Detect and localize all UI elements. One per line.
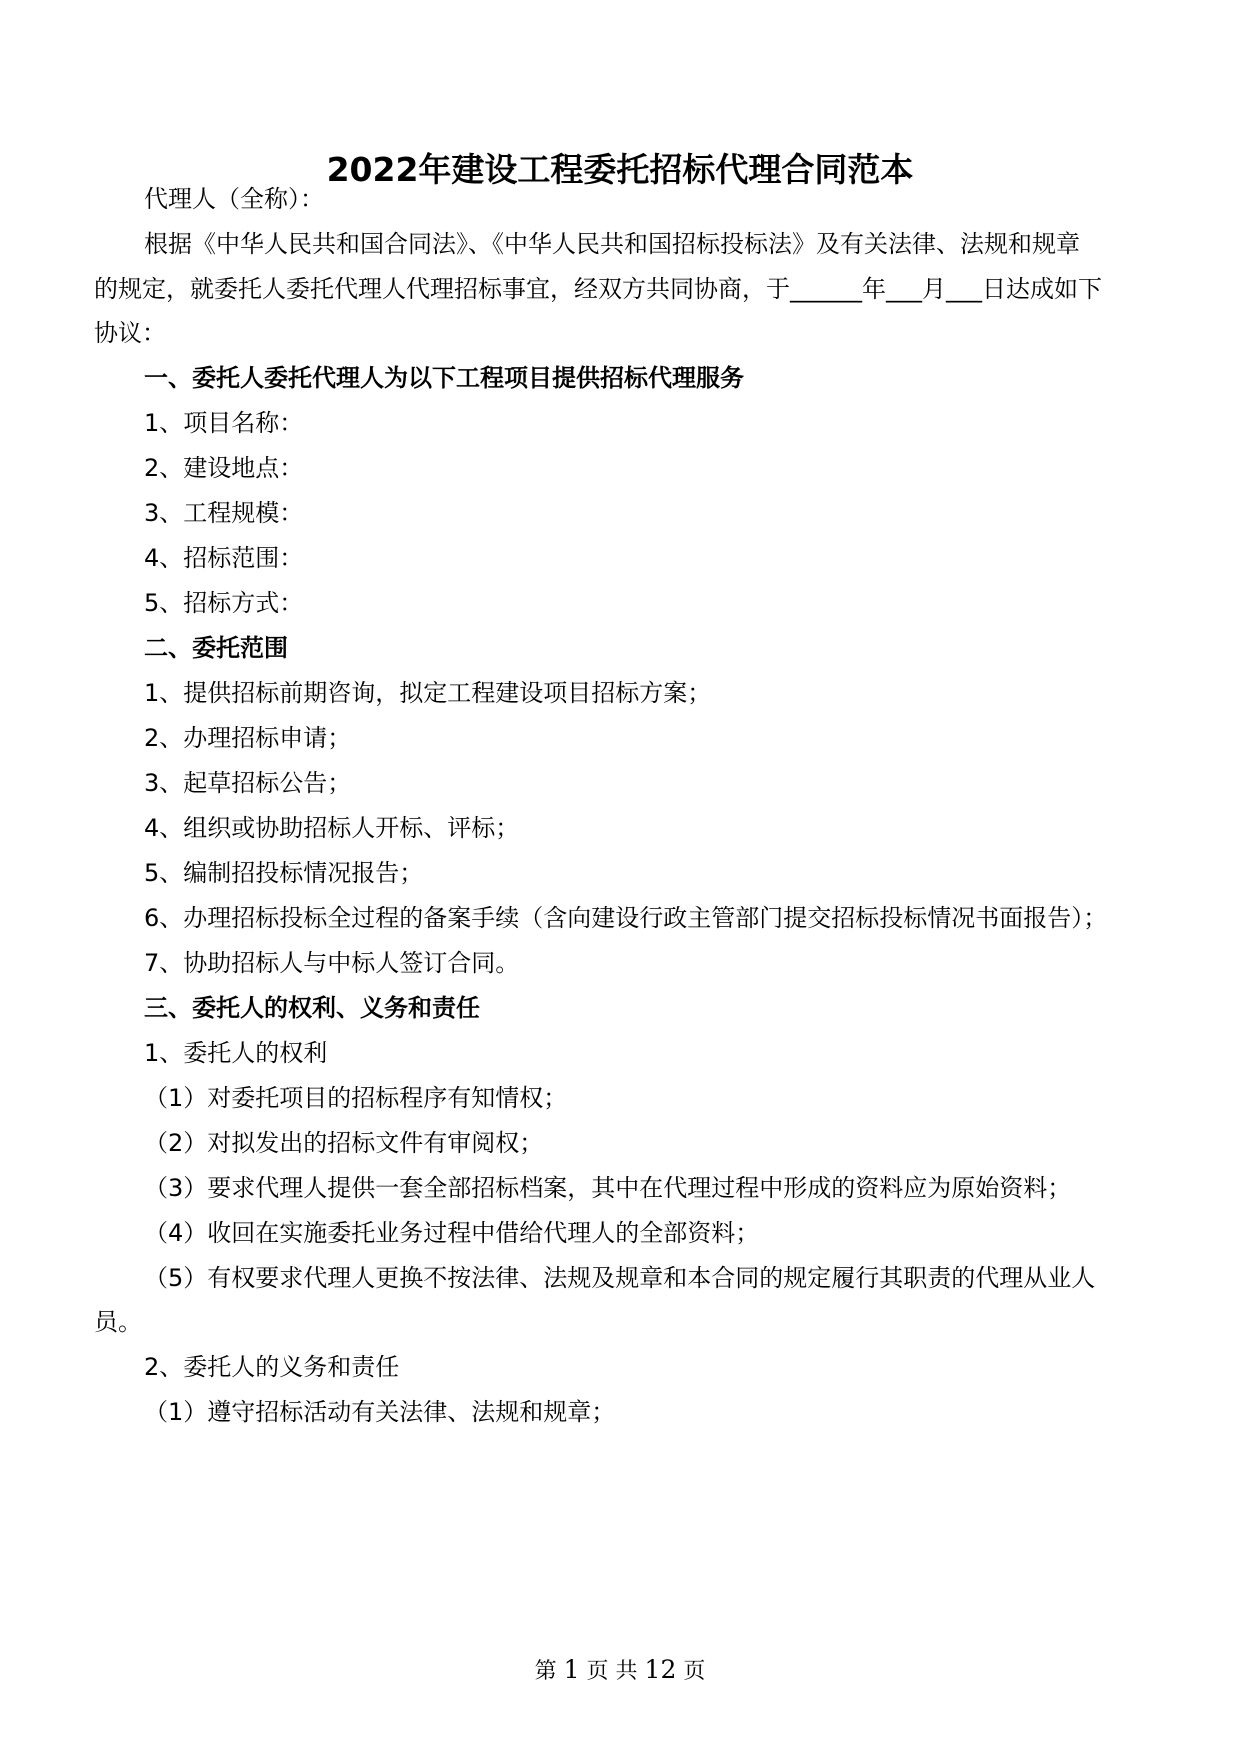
list-item: 5、招标方式： (144, 589, 304, 617)
intro-paragraph-line-2: 的规定，就委托人委托代理人代理招标事宜，经双方共同协商，于______年___月___日达成如下 (94, 275, 1102, 303)
document-title: 2022年建设工程委托招标代理合同范本 (326, 150, 914, 189)
list-item: 1、项目名称： (144, 409, 304, 437)
list-item: （4）收回在实施委托业务过程中借给代理人的全部资料； (144, 1219, 760, 1247)
subheading-rights: 1、委托人的权利 (144, 1039, 328, 1067)
list-item: 4、招标范围： (144, 544, 304, 572)
list-item: 1、提供招标前期咨询，拟定工程建设项目招标方案； (144, 679, 712, 707)
footer-prefix: 第 (534, 1659, 557, 1684)
footer-middle: 页 共 (586, 1659, 638, 1684)
list-item: 6、办理招标投标全过程的备案手续（含向建设行政主管部门提交招标投标情况书面报告）； (144, 904, 1108, 932)
footer-suffix: 页 (683, 1659, 706, 1684)
list-item: 4、组织或协助招标人开标、评标； (144, 814, 520, 842)
page-total: 12 (644, 1655, 677, 1684)
list-item: （1）对委托项目的招标程序有知情权； (144, 1084, 568, 1112)
page-footer (0, 1655, 1240, 1687)
section-3-heading: 三、委托人的权利、义务和责任 (144, 994, 480, 1022)
section-1-heading: 一、委托人委托代理人为以下工程项目提供招标代理服务 (144, 364, 744, 392)
list-item: 2、建设地点： (144, 454, 304, 482)
list-item: 7、协助招标人与中标人签订合同。 (144, 949, 520, 977)
page-number: 1 (563, 1655, 580, 1684)
intro-paragraph-line-1: 根据《中华人民共和国合同法》、《中华人民共和国招标投标法》及有关法律、法规和规章 (144, 230, 1080, 258)
list-item: 3、起草招标公告； (144, 769, 352, 797)
list-item: （3）要求代理人提供一套全部招标档案，其中在代理过程中形成的资料应为原始资料； (144, 1174, 1072, 1202)
list-item: 5、编制招投标情况报告； (144, 859, 424, 887)
subheading-duties: 2、委托人的义务和责任 (144, 1353, 400, 1381)
agent-line: 代理人（全称）： (144, 185, 324, 213)
section-2-heading: 二、委托范围 (144, 634, 288, 662)
list-item-continuation: 员。 (94, 1308, 142, 1336)
intro-paragraph-line-3: 协议： (94, 319, 166, 347)
list-item: 3、工程规模： (144, 499, 304, 527)
list-item: （1）遵守招标活动有关法律、法规和规章； (144, 1398, 616, 1426)
list-item: （2）对拟发出的招标文件有审阅权； (144, 1129, 544, 1157)
list-item: （5）有权要求代理人更换不按法律、法规及规章和本合同的规定履行其职责的代理从业人 (144, 1264, 1096, 1292)
list-item: 2、办理招标申请； (144, 724, 352, 752)
